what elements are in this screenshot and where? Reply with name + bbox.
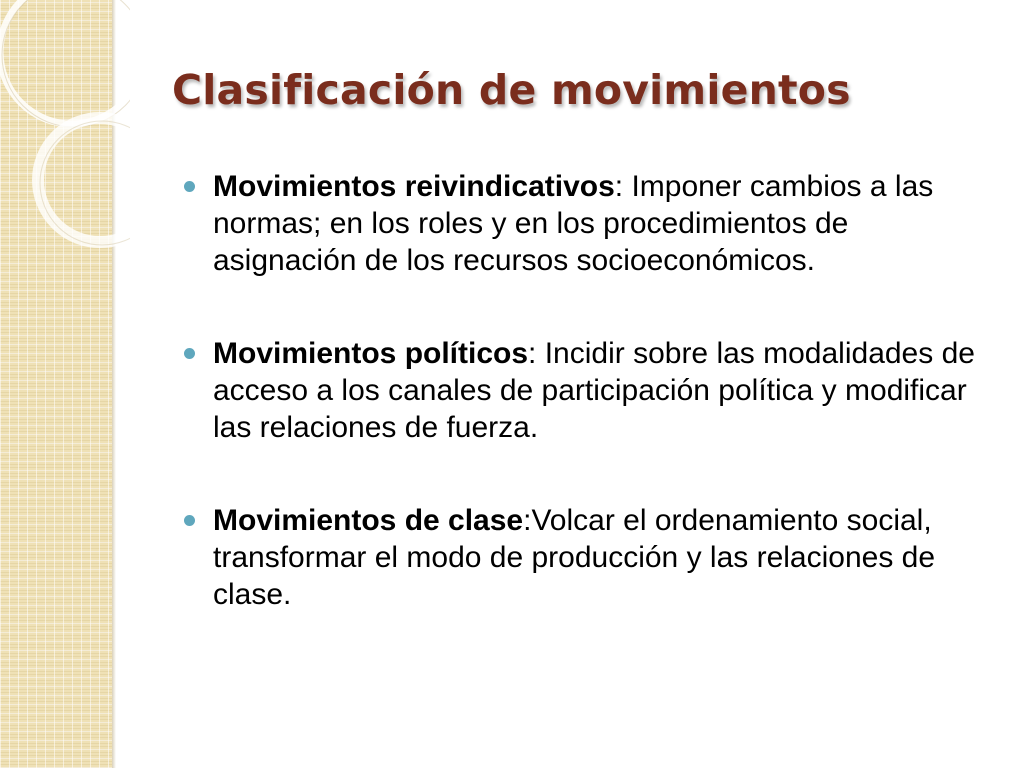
bullet-list xyxy=(184,168,994,669)
list-item xyxy=(184,335,994,446)
bullet-separator: : xyxy=(528,337,537,370)
bullet-dot-icon xyxy=(184,348,195,359)
list-item xyxy=(184,502,994,613)
bullet-text: Incidir sobre las modalidades de acceso a los canales de participación política y modificar las relaciones de fuerza. xyxy=(213,337,975,444)
bullet-term: Movimientos políticos xyxy=(213,337,529,370)
list-item xyxy=(184,168,994,279)
bullet-text: Volcar el ordenamiento social, transformar el modo de producción y las relaciones de clase. xyxy=(213,504,936,611)
decorative-rings-icon xyxy=(0,0,130,260)
bullet-term: Movimientos reivindicativos xyxy=(213,170,615,203)
bullet-text: Imponer cambios a las normas; en los roles y en los procedimientos de asignación de los recursos socioeconómicos. xyxy=(213,170,934,277)
bullet-separator: : xyxy=(614,170,624,203)
bullet-dot-icon xyxy=(184,515,195,526)
bullet-separator: : xyxy=(523,504,532,537)
bullet-term: Movimientos de clase xyxy=(213,504,524,537)
slide-title: Clasificación de movimientos xyxy=(172,66,851,114)
bullet-dot-icon xyxy=(184,181,195,192)
